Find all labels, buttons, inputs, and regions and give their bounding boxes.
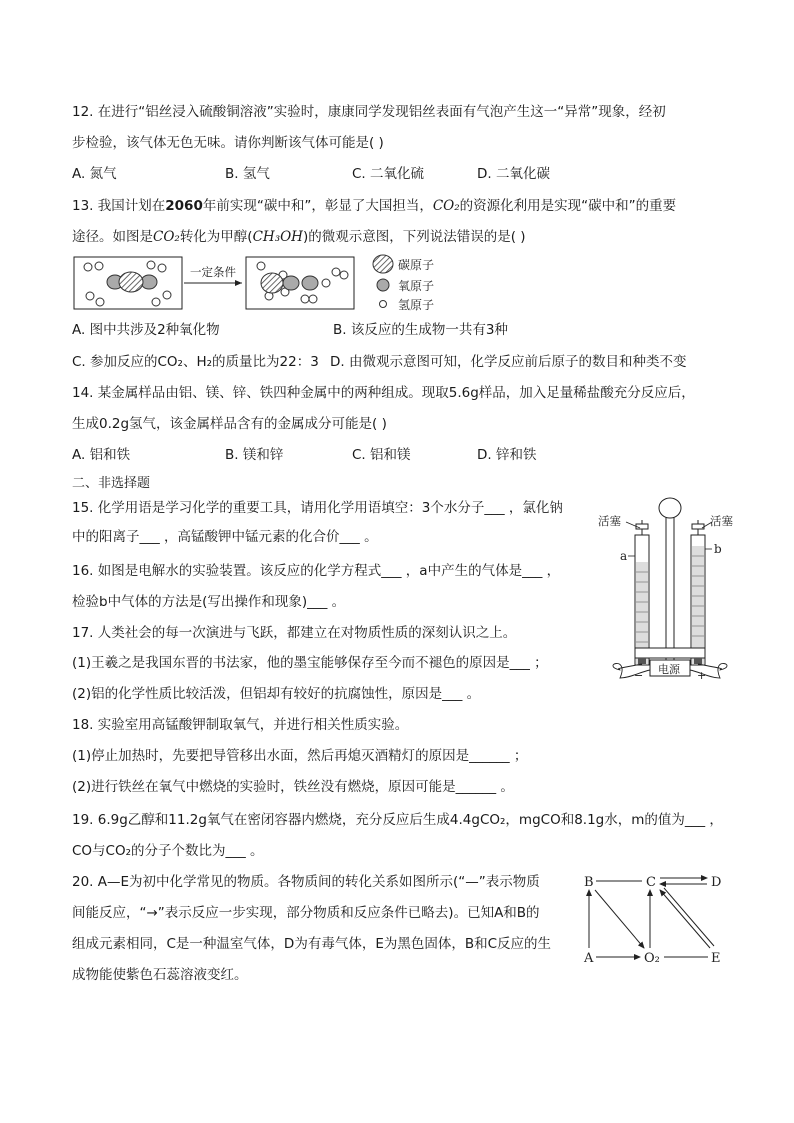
hydrogen-atom [340,271,348,279]
q19-line1: 19. 6.9g乙醇和11.2g氧气在密闭容器内燃烧，充分反应后生成4.4gCO₂，mgCO和8.1g水，m的值为___ ， [72,812,723,828]
label-a: a [620,549,628,563]
q16-line1: 16. 如图是电解水的实验装置。该反应的化学方程式___ ，a中产生的气体是___ ， [72,563,561,579]
q14-option-c: C. 铝和镁 [352,447,411,463]
label-b: b [714,542,722,556]
q13-formula-methanol: CH₃OH [252,229,303,245]
legend-hydrogen-icon [380,301,387,308]
minus-sign: − [634,669,644,682]
q13-line1 [72,196,676,216]
left-wire [613,663,650,678]
hydrogen-atom [309,295,317,303]
q13-line1-part: 13. 我国计划在 [72,198,166,214]
reservoir-bulb [659,498,681,518]
q13-formula-co2: CO₂ [432,198,460,214]
q13-option-c: C. 参加反应的CO₂、H₂的质量比为22：3 [72,354,319,370]
q20-line2: 间能反应，“→”表示反应一步实现，部分物质和反应条件已略去)。已知A和B的 [72,905,540,921]
node-o2: O₂ [644,951,660,966]
legend-carbon-label: 碳原子 [398,258,435,272]
q13-option-a: A. 图中共涉及2种氧化物 [72,322,220,338]
q12-line2: 步检验，该气体无色无味。请你判断该气体可能是( ) [72,135,384,151]
q12-option-d: D. 二氧化碳 [477,166,550,182]
q12-line1: 12. 在进行“铝丝浸入硫酸铜溶液”实验时，康康同学发现铝丝表面有气泡产生这一“异常”现象，经初 [72,104,666,120]
legend-oxygen-icon [377,279,389,291]
q13-line2 [72,227,526,247]
q12-option-c: C. 二氧化硫 [352,166,425,182]
q20-line1: 20. A—E为初中化学常见的物质。各物质间的转化关系如图所示(“—”表示物质 [72,874,540,890]
right-valve-label: 活塞 [710,514,733,528]
q13-line1-part: 的资源化利用是实现“碳中和”的重要 [459,198,677,214]
hydrogen-atom [96,298,104,306]
hydrogen-atom [163,291,171,299]
q20-line3: 组成元素相同，C是一种温室气体，D为有毒气体，E为黑色固体，B和C反应的生 [72,936,552,952]
right-tube-liquid [692,546,704,664]
q13-molecule-diagram [72,252,452,314]
electrolysis-apparatus [590,490,750,685]
left-valve-label: 活塞 [598,514,621,528]
q13-line2-part: )的微观示意图，下列说法错误的是( ) [302,229,526,245]
q13-line1-part: 年前实现“碳中和”，彰显了大国担当， [202,198,433,214]
legend-hydrogen-label: 氢原子 [398,298,435,312]
q20-line4: 成物能使紫色石蕊溶液变红。 [72,967,248,983]
q14-option-b: B. 镁和锌 [225,447,284,463]
q15-line1: 15. 化学用语是学习化学的重要工具，请用化学用语填空：3个水分子___ ，氯化钠 [72,500,563,516]
q18-line2: (1)停止加热时，先要把导管移出水面，然后再熄灭酒精灯的原因是______ ； [72,748,528,764]
q15-line2: 中的阳离子___ ，高锰酸钾中锰元素的化合价___ 。 [72,529,378,545]
q14-line1: 14. 某金属样品由铝、镁、锌、铁四种金属中的两种组成。现取5.6g样品，加入足量稀盐酸充分反应后， [72,385,695,401]
hydrogen-atom [84,263,92,271]
legend-carbon-icon [373,255,393,273]
q12-option-a: A. 氮气 [72,166,117,182]
power-label: 电源 [658,663,680,676]
q17-line3: (2)铝的化学性质比较活泼，但铝却有较好的抗腐蚀性，原因是___ 。 [72,686,481,702]
carbon-atom [119,272,143,292]
node-c: C [646,875,656,890]
node-e: E [711,951,721,966]
node-a: A [584,951,594,966]
q18-line3: (2)进行铁丝在氧气中燃烧的实验时，铁丝没有燃烧，原因可能是______ 。 [72,779,514,795]
q18-line1: 18. 实验室用高锰酸钾制取氧气，并进行相关性质实验。 [72,717,409,733]
edge-e-c-reaction [664,888,714,946]
q12-option-b: B. 氢气 [225,166,270,182]
plus-sign: + [697,669,707,682]
q14-option-d: D. 锌和铁 [477,447,537,463]
connector-tube [635,648,705,658]
hydrogen-atom [152,298,160,306]
hydrogen-atom [158,264,166,272]
q17-line2: (1)王羲之是我国东晋的书法家，他的墨宝能够保存至今而不褪色的原因是___ ； [72,655,548,671]
right-wire [690,663,727,678]
carbon-atom [261,273,283,293]
q19-line2: CO与CO₂的分子个数比为___ 。 [72,843,264,859]
right-electrode [694,658,702,664]
node-d: D [711,875,722,890]
hydrogen-atom [86,292,94,300]
q13-year: 2060 [165,198,203,214]
legend-oxygen-label: 氧原子 [398,279,435,293]
q13-line2-part: 途径。如图是 [72,229,153,245]
hydrogen-atom [322,279,330,287]
hydrogen-atom [301,295,309,303]
q13-option-d: D. 由微观示意图可知，化学反应前后原子的数目和种类不变 [330,354,687,370]
q14-option-a: A. 铝和铁 [72,447,131,463]
edge-b-o2 [595,890,644,948]
q20-relation-diagram [578,870,728,970]
q16-line2: 检验b中气体的方法是(写出操作和现象)___ 。 [72,594,346,610]
q14-line2: 生成0.2g氢气，该金属样品含有的金属成分可能是( ) [72,416,387,432]
node-b: B [584,875,594,890]
oxygen-atom [283,276,299,290]
q13-option-b: B. 该反应的生成物一共有3种 [333,322,508,338]
section-title: 二、非选择题 [72,476,151,491]
hydrogen-atom [332,268,340,276]
hydrogen-atom [257,262,265,270]
oxygen-atom [302,276,318,290]
edge-e-c [660,890,710,948]
arrow-head [235,280,242,286]
q13-formula-co2: CO₂ [153,229,180,245]
hydrogen-atom [95,262,103,270]
reaction-condition: 一定条件 [190,265,236,279]
left-electrode [638,658,646,664]
q13-line2-part: 转化为甲醇( [179,229,253,245]
hydrogen-atom [147,261,155,269]
q17-line1: 17. 人类社会的每一次演进与飞跃，都建立在对物质性质的深刻认识之上。 [72,625,517,641]
